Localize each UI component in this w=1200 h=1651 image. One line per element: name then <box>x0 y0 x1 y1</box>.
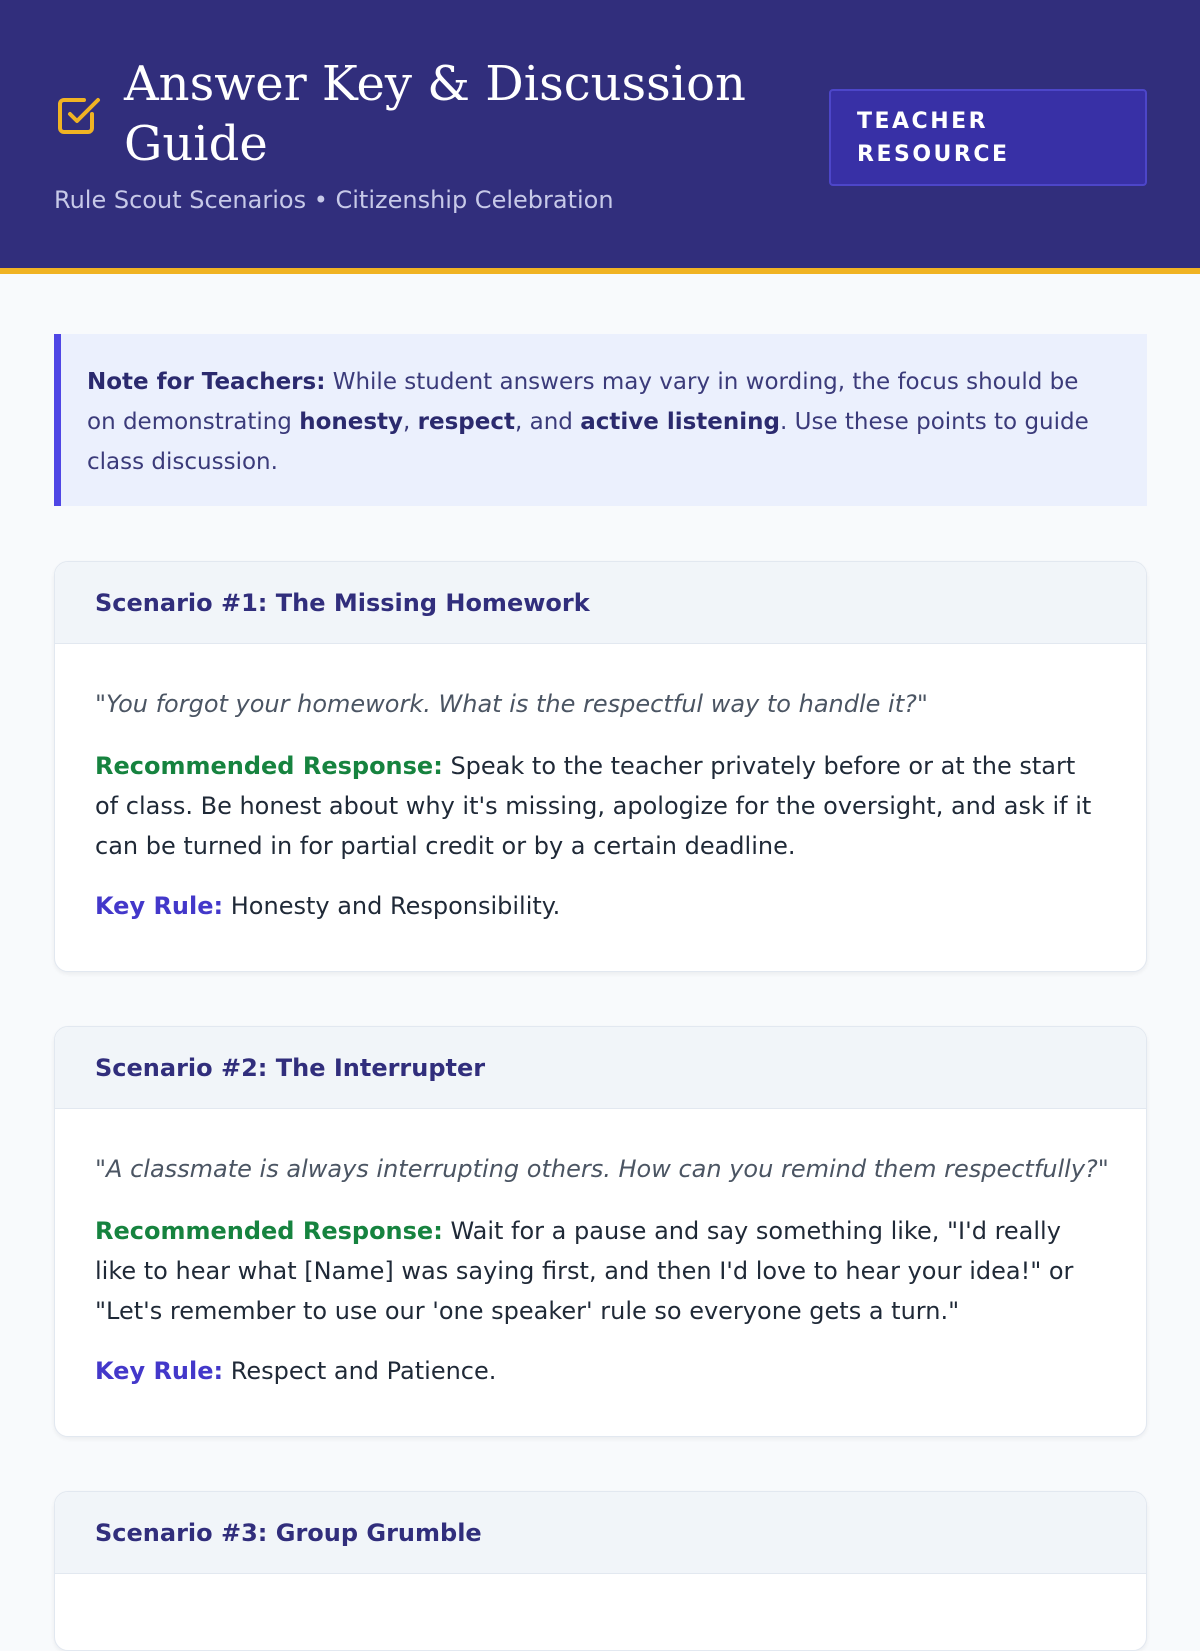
note-label: Note for Teachers: <box>87 369 326 395</box>
scenario-title: Scenario #3: Group Grumble <box>55 1492 1146 1574</box>
scenario-card <box>54 561 1147 972</box>
key-rule-label: Key Rule: <box>95 1357 224 1385</box>
scenario-prompt: "You forgot your homework. What is the respectful way to handle it?" <box>95 690 928 718</box>
scenario-card <box>54 1026 1147 1437</box>
page-header <box>0 0 1200 274</box>
response-label: Recommended Response: <box>95 1217 443 1245</box>
response-text: Speak to the teacher privately before or at the start of class. Be honest about why it's missing, apologize for the oversight, and ask if it can be turned in for partial credit or by a certain deadline. <box>95 752 1092 860</box>
scenario-response <box>95 1211 1106 1331</box>
scenario-response <box>95 746 1106 866</box>
note-bold-listening: active listening <box>580 409 780 435</box>
scenario-key-rule <box>95 886 1106 926</box>
scenario-prompt: "A classmate is always interrupting others. How can you remind them respectfully?" <box>95 1155 1109 1183</box>
scenario-title: Scenario #2: The Interrupter <box>55 1027 1146 1109</box>
note-bold-respect: respect <box>417 409 515 435</box>
teacher-resource-badge: TEACHER RESOURCE <box>829 89 1147 186</box>
scenario-body <box>55 644 1146 966</box>
key-rule-label: Key Rule: <box>95 892 224 920</box>
note-text: While student answers may vary in wording, the focus should be on demonstrating <box>87 369 1079 435</box>
checkbox-icon <box>54 90 104 140</box>
key-rule-text: Honesty and Responsibility. <box>223 892 561 920</box>
note-bold-honesty: honesty <box>299 409 404 435</box>
note-sep: , <box>403 409 418 435</box>
page-title: Answer Key & Discussion Guide <box>124 56 746 172</box>
teacher-note <box>54 334 1147 506</box>
response-text: Wait for a pause and say something like, "I'd really like to hear what [Name] was saying first, and then I'd love to hear your idea!" or "Let's remember to use our 'one speaker' rule so everyone gets a turn." <box>95 1217 1074 1325</box>
key-rule-text: Respect and Patience. <box>223 1357 497 1385</box>
scenario-key-rule <box>95 1351 1106 1391</box>
note-sep: , and <box>515 409 581 435</box>
scenario-card <box>54 1491 1147 1651</box>
response-label: Recommended Response: <box>95 752 443 780</box>
note-text-end: . Use these points to guide class discussion. <box>87 409 1089 475</box>
title-row <box>54 54 764 174</box>
scenario-title: Scenario #1: The Missing Homework <box>55 562 1146 644</box>
page-subtitle: Rule Scout Scenarios • Citizenship Celebration <box>54 186 614 214</box>
scenario-body <box>55 1109 1146 1431</box>
